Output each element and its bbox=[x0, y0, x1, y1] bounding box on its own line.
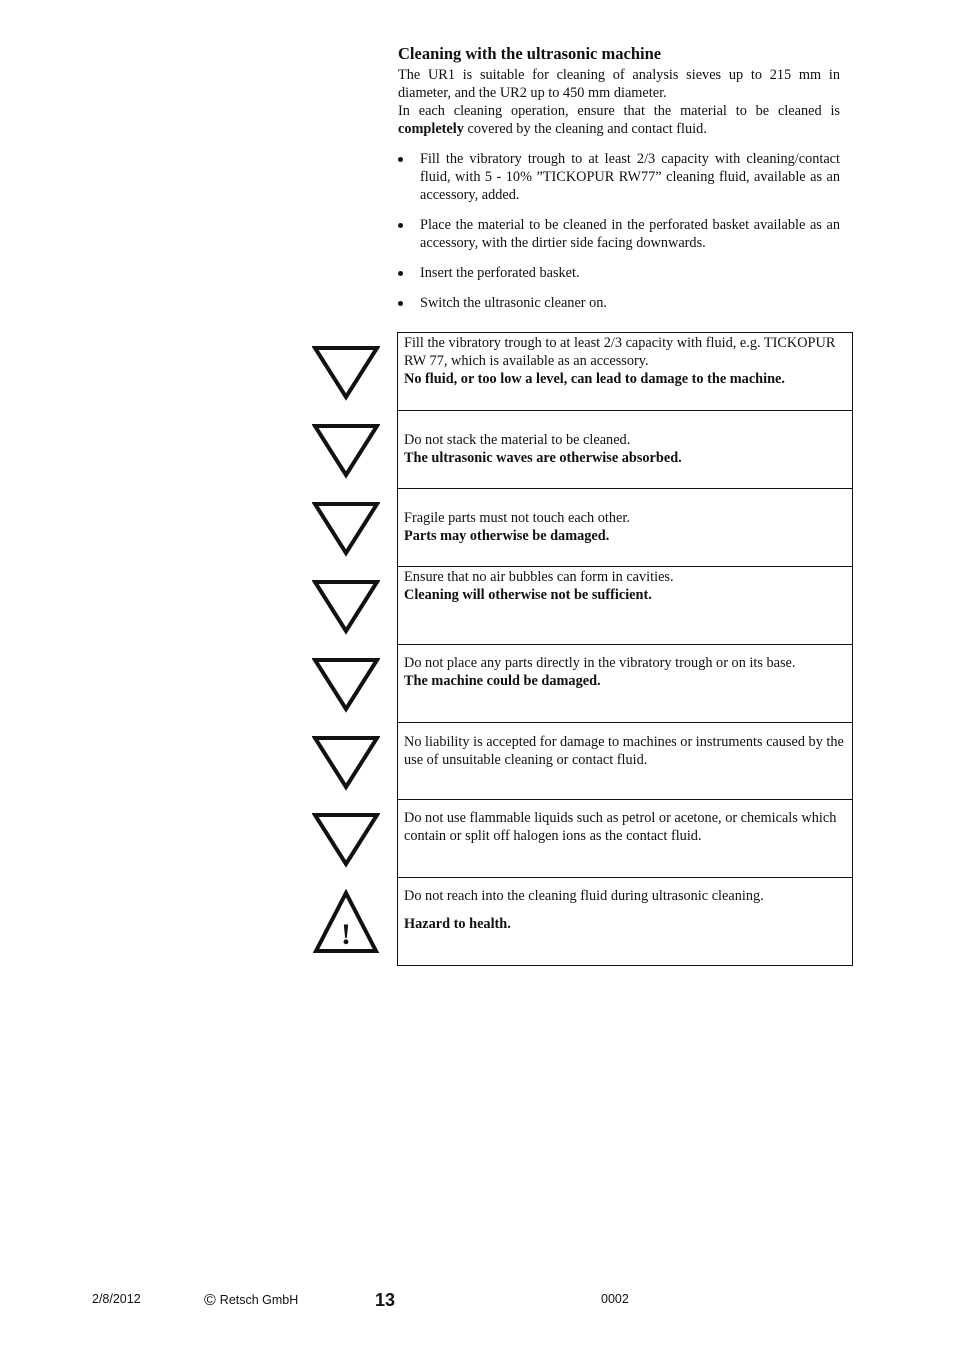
para2-text-end: covered by the cleaning and contact fluid. bbox=[463, 121, 707, 137]
caution-triangle-icon bbox=[312, 345, 380, 401]
copyright-icon: © bbox=[204, 1292, 216, 1309]
warning-exclamation-icon bbox=[312, 889, 380, 955]
caution-triangle-icon bbox=[312, 657, 380, 713]
note-text: Do not place any parts directly in the vibratory trough or on its base. bbox=[404, 655, 796, 671]
safety-note bbox=[397, 411, 853, 489]
safety-note bbox=[397, 489, 853, 567]
note-text: Do not use flammable liquids such as petrol or acetone, or chemicals which contain or split off halogen ions as the contact fluid. bbox=[404, 810, 837, 844]
caution-triangle-icon bbox=[312, 735, 380, 791]
safety-note bbox=[397, 332, 853, 411]
list-item-text: Fill the vibratory trough to at least 2/3 capacity with cleaning/contact fluid, with 5 - 10% ”TICKOPUR RW77” cleaning fluid, available as an accessory, added. bbox=[420, 151, 840, 203]
footer-code: 0002 bbox=[601, 1292, 629, 1306]
page-number: 13 bbox=[375, 1290, 396, 1310]
list-item-text: Place the material to be cleaned in the perforated basket available as an accessory, with the dirtier side facing downwards. bbox=[420, 217, 840, 251]
list-item-text: Insert the perforated basket. bbox=[420, 265, 580, 281]
note-text: Ensure that no air bubbles can form in cavities. bbox=[404, 569, 674, 585]
note-text: Fill the vibratory trough to at least 2/3 capacity with fluid, e.g. TICKOPUR RW 77, which is available as an accessory. bbox=[404, 335, 836, 369]
note-consequence: The machine could be damaged. bbox=[404, 673, 601, 689]
note-consequence: Hazard to health. bbox=[404, 916, 511, 932]
completeness-paragraph bbox=[398, 102, 840, 138]
caution-triangle-icon bbox=[312, 579, 380, 635]
footer-company: Retsch GmbH bbox=[219, 1293, 299, 1307]
bullet-icon bbox=[398, 223, 403, 228]
safety-note bbox=[397, 723, 853, 800]
bullet-icon bbox=[398, 271, 403, 276]
instruction-list bbox=[398, 150, 840, 312]
bullet-icon bbox=[398, 157, 403, 162]
caution-triangle-icon bbox=[312, 501, 380, 557]
safety-note bbox=[397, 800, 853, 878]
intro-paragraph: The UR1 is suitable for cleaning of analysis sieves up to 215 mm in diameter, and the UR2 up to 450 mm diameter. bbox=[398, 67, 840, 101]
para2-emphasis: completely bbox=[398, 121, 464, 137]
para2-text-start: In each cleaning operation, ensure that the material to be cleaned is bbox=[398, 103, 840, 119]
note-consequence: Parts may otherwise be damaged. bbox=[404, 528, 610, 544]
list-item bbox=[398, 216, 840, 252]
list-item-text: Switch the ultrasonic cleaner on. bbox=[420, 295, 607, 311]
section-heading: Cleaning with the ultrasonic machine bbox=[398, 44, 662, 63]
caution-triangle-icon bbox=[312, 423, 380, 479]
list-item bbox=[398, 264, 840, 282]
bullet-icon bbox=[398, 301, 403, 306]
note-consequence: The ultrasonic waves are otherwise absorbed. bbox=[404, 450, 682, 466]
safety-note bbox=[341, 878, 853, 966]
list-item bbox=[398, 150, 840, 204]
note-text: Fragile parts must not touch each other. bbox=[404, 510, 630, 526]
footer-date: 2/8/2012 bbox=[92, 1292, 141, 1306]
note-text: Do not stack the material to be cleaned. bbox=[404, 432, 631, 448]
note-consequence: Cleaning will otherwise not be sufficient. bbox=[404, 587, 652, 603]
list-item bbox=[398, 294, 840, 312]
safety-notes-table bbox=[341, 332, 853, 966]
caution-triangle-icon bbox=[312, 812, 380, 868]
safety-note bbox=[397, 567, 853, 645]
safety-note bbox=[397, 645, 853, 723]
note-consequence: No fluid, or too low a level, can lead to damage to the machine. bbox=[404, 371, 785, 387]
footer-copyright bbox=[204, 1292, 298, 1310]
note-text: No liability is accepted for damage to machines or instruments caused by the use of unsuitable cleaning or contact fluid. bbox=[404, 734, 844, 768]
cleaning-section bbox=[398, 44, 840, 324]
svg-text:!: ! bbox=[341, 918, 351, 951]
note-text: Do not reach into the cleaning fluid during ultrasonic cleaning. bbox=[404, 888, 764, 904]
